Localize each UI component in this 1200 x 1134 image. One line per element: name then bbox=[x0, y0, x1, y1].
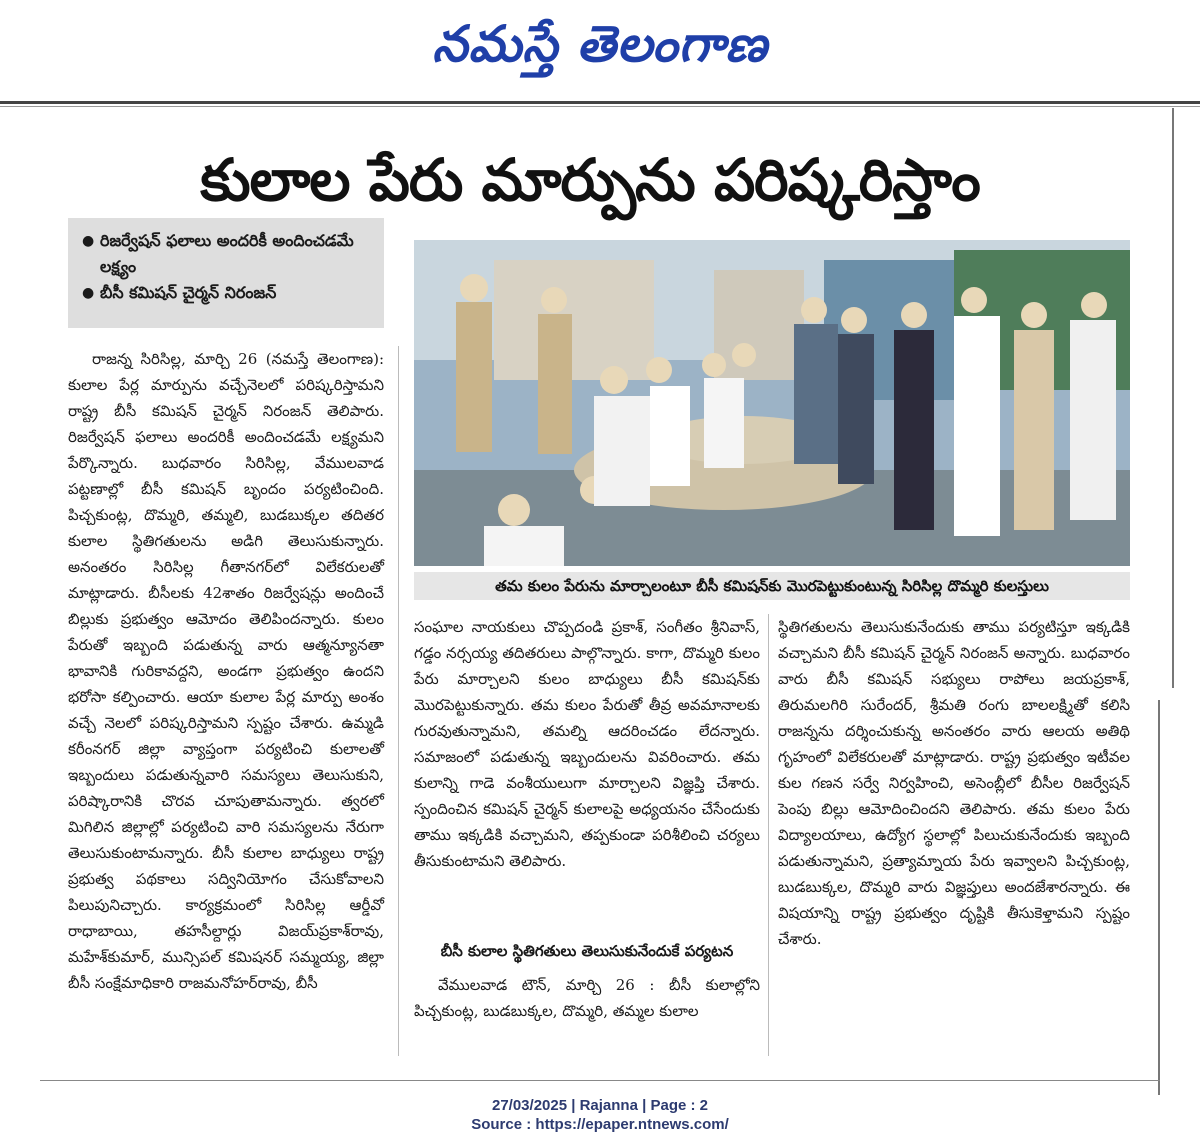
photo-illustration bbox=[414, 240, 1130, 566]
article-column-3 bbox=[778, 614, 1130, 1054]
column-divider bbox=[768, 614, 769, 1056]
column-divider bbox=[398, 346, 399, 1056]
article-paragraph: స్థితిగతులను తెలుసుకునేందుకు తాము పర్యటిస్తూ ఇక్కడికి వచ్చామని బీసీ కమిషన్ చైర్మన్ నిరంజన్ అన్నారు. బుధవారం వారు బీసీ కమిషన్ సభ్యులు రాపోలు జయప్రకాశ్, తిరుమలగిరి సురేందర్, శ్రీమతి రంగు బాలలక్ష్మితో కలిసి రాజన్నను దర్శించుకున్న అనంతరం వారు ఆలయ అతిథి గృహంలో విలేకరులతో మాట్లాడారు. రాష్ట్ర ప్రభుత్వం ఇటీవల కుల గణన సర్వే నిర్వహించి, అసెంబ్లీలో బీసీల రిజర్వేషన్ పెంపు బిల్లు ఆమోదించిందని తెలిపారు. తమ కులం పేరు విద్యాలయాలు, ఉద్యోగ స్థలాల్లో పిలుచుకునేందుకు ఇబ్బంది పడుతున్నామని, ప్రత్యామ్నాయ పేరు ఇవ్వాలని పిచ్చకుంట్ల, బుడబుక్కల, దొమ్మరి వారు విజ్ఞప్తులు అందజేశారన్నారు. ఈ విషయాన్ని రాష్ట్ర ప్రభుత్వం దృష్టికి తీసుకెళ్తామని స్పష్టం చేశారు. bbox=[778, 618, 1130, 948]
newspaper-title: నమస్తే తెలంగాణ bbox=[432, 14, 768, 73]
photo-caption: తమ కులం పేరును మార్చాలంటూ బీసీ కమిషన్‌కు మొరపెట్టుకుంటున్న సిరిసిల్ల దొమ్మరి కులస్తులు bbox=[414, 572, 1130, 600]
article-column-1 bbox=[68, 346, 384, 992]
bullet-icon: ● bbox=[82, 233, 95, 249]
highlight-item bbox=[82, 228, 376, 280]
article-column-2-lower bbox=[414, 972, 760, 1052]
article-paragraph: రాజన్న సిరిసిల్ల, మార్చి 26 (నమస్తే తెలంగాణ): కులాల పేర్ల మార్పును వచ్చేనెలలో పరిష్కరిస్తామని రాష్ట్ర బీసీ కమిషన్ చైర్మన్ నిరంజన్ తెలిపారు. రిజర్వేషన్ ఫలాలు అందరికీ అందించడమే లక్ష్యమని పేర్కొన్నారు. బుధవారం సిరిసిల్ల, వేములవాడ పట్టణాల్లో బీసీ కమిషన్ బృందం పర్యటించింది. పిచ్చకుంట్ల, దొమ్మరి, తమ్మలి, బుడబుక్కల తదితర కులాల స్థితిగతులను అడిగి తెలుసుకున్నారు. అనంతరం సిరిసిల్ల గీతానగర్‌లో విలేకరులతో మాట్లాడారు. బీసీలకు 42శాతం రిజర్వేషన్లు అందించే బిల్లుకు ప్రభుత్వం ఆమోదం తెలిపిందన్నారు. కులం పేరుతో ఇబ్బంది పడుతున్న వారు ఆత్మన్యూనతా భావానికి గురికావద్దని, అండగా ప్రభుత్వం ఉందని భరోసా కల్పించారు. ఆయా కులాల పేర్ల మార్పు అంశం వచ్చే నెలలో పరిష్కరిస్తామని స్పష్టం చేశారు. ఉమ్మడి కరీంనగర్ జిల్లా వ్యాప్తంగా పర్యటించి కులాలతో ఇబ్బందులు పడుతున్నవారి సమస్యలు తెలుసుకుని, పరిష్కారానికి చొరవ చూపుతామన్నారు. త్వరలో మిగిలిన జిల్లాల్లో పర్యటించి వారి సమస్యలను నేరుగా తెలుసుకుంటామన్నారు. బీసీ కులాల బాధ్యులు రాష్ట్ర ప్రభుత్వ పథకాలు సద్వినియోగం చేసుకోవాలని పిలుపునిచ్చారు. కార్యక్రమంలో సిరిసిల్ల ఆర్డీవో రాధాబాయి, తహసీల్దార్లు విజయ్‌ప్రకాశ్‌రావు, మహేశ్‌కుమార్, మున్సిపల్ కమిషనర్ సమ్మయ్య, జిల్లా బీసీ సంక్షేమాధికారి రాజమనోహర్‌రావు, బీసీ bbox=[68, 350, 384, 992]
page-footer bbox=[0, 1096, 1200, 1134]
masthead-rule-thin bbox=[0, 106, 1200, 107]
article-column-2 bbox=[414, 614, 760, 934]
edition-info: 27/03/2025 | Rajanna | Page : 2 bbox=[491, 1097, 708, 1114]
sub-heading: బీసీ కులాల స్థితిగతులు తెలుసుకునేందుకే పర్యటన bbox=[440, 942, 734, 960]
footer-rule bbox=[40, 1080, 1160, 1081]
highlight-item bbox=[82, 280, 376, 306]
masthead-rule bbox=[0, 101, 1200, 104]
article-headline: కులాల పేరు మార్పును పరిష్కరిస్తాం bbox=[200, 146, 980, 214]
news-photo bbox=[414, 240, 1130, 566]
article-paragraph: సంఘాల నాయకులు చొప్పదండి ప్రకాశ్, సంగీతం శ్రీనివాస్, గడ్డం నర్సయ్య తదితరులు పాల్గొన్నారు. కాగా, దొమ్మరి కులం పేరు మార్చాలని కులం బాధ్యులు బీసీ కమిషన్‌కు మొరపెట్టుకున్నారు. తమ కులం పేరుతో తీవ్ర అవమానాలకు గురవుతున్నామని, తమల్ని ఆదరించడం లేదన్నారు. సమాజంలో పడుతున్న ఇబ్బందులను వివరించారు. తమ కులాన్ని గాడె వంశీయులుగా మార్చాలని విజ్ఞప్తి చేశారు. స్పందించిన కమిషన్ చైర్మన్ కులాలపై అధ్యయనం చేసేందుకు తాము ఇక్కడికి వచ్చామని, తప్పకుండా పరిశీలించి చర్యలు తీసుకుంటామని తెలిపారు. bbox=[414, 618, 760, 870]
article-paragraph: వేములవాడ టౌన్, మార్చి 26 : బీసీ కులాల్లోని పిచ్చకుంట్ల, బుడబుక్కల, దొమ్మరి, తమ్మల కులాల bbox=[414, 976, 760, 1020]
bullet-icon: ● bbox=[82, 285, 95, 301]
highlight-text: రిజర్వేషన్ ఫలాలు అందరికీ అందించడమే లక్ష్యం bbox=[100, 231, 354, 276]
highlights-box bbox=[68, 218, 384, 328]
adjacent-column-divider bbox=[1172, 108, 1174, 688]
highlight-text: బీసీ కమిషన్ చైర్మన్ నిరంజన్ bbox=[100, 283, 277, 302]
masthead bbox=[0, 0, 1200, 96]
source-link[interactable]: Source : https://epaper.ntnews.com/ bbox=[471, 1116, 729, 1133]
adjacent-column-divider-lower bbox=[1158, 700, 1160, 1095]
